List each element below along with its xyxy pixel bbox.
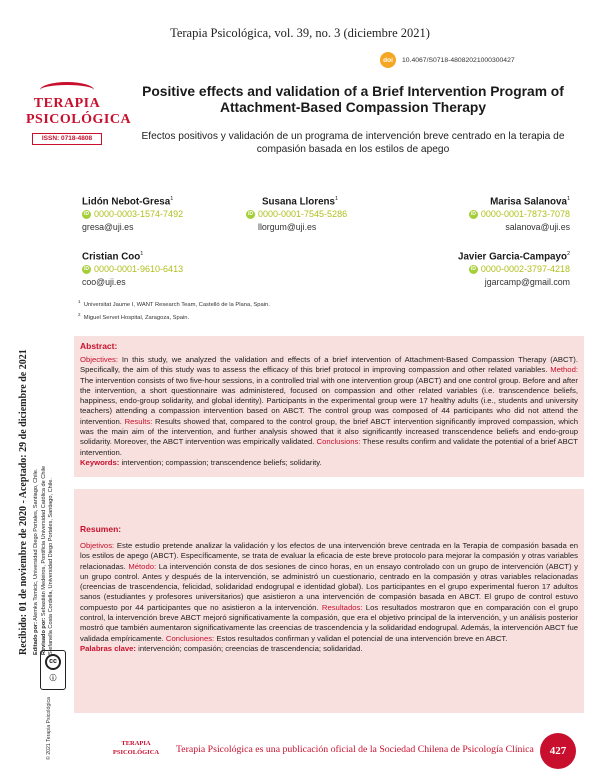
abstract-heading: Abstract: bbox=[80, 341, 118, 351]
label: Resultados: bbox=[321, 602, 363, 612]
author-email[interactable]: salanova@uji.es bbox=[505, 222, 570, 233]
keywords-label: Keywords: bbox=[80, 457, 120, 467]
author-name: Lidón Nebot-Gresa$^1$ bbox=[82, 196, 174, 208]
label: Conclusions: bbox=[316, 437, 361, 447]
label: Método: bbox=[128, 561, 157, 571]
affiliation-2: $^2$ Miguel Servet Hospital, Zaragoza, Spain. bbox=[78, 311, 190, 321]
author-block bbox=[469, 193, 570, 234]
creative-commons-icon[interactable] bbox=[40, 650, 66, 690]
resumen-heading: Resumen: bbox=[80, 524, 122, 534]
journal-logo bbox=[26, 82, 132, 158]
cc-icon: cc bbox=[45, 654, 61, 670]
text: These results confirm and validate the potential of a brief ABCT intervention. bbox=[80, 437, 578, 457]
logo-line2: PSICOLÓGICA bbox=[26, 112, 132, 127]
label: Objectives: bbox=[80, 355, 119, 364]
doi-text[interactable]: 10.4067/S0718-48082021000300427 bbox=[402, 56, 515, 64]
abstract-body bbox=[80, 355, 578, 468]
doi-icon: doi bbox=[380, 52, 396, 68]
author-block bbox=[82, 248, 183, 289]
author-name: Susana Llorens$^1$ bbox=[262, 196, 339, 208]
affiliations bbox=[78, 297, 270, 323]
keywords: intervention; compassion; transcendence beliefs; solidarity. bbox=[121, 457, 322, 467]
page-number: 427 bbox=[540, 733, 576, 769]
author-name: Cristian Coo$^1$ bbox=[82, 251, 144, 263]
orcid-link[interactable]: iD 0000-0001-7873-7078 bbox=[470, 209, 570, 220]
resumen-body bbox=[80, 541, 578, 654]
text: The intervention consists of two five-hour sessions, in a controlled trial with one intervention group (ABCT) and one control group. Before and after the intervention, a short questionnaire was administered, focused on compassion and other related variables (i.e. transcendence beliefs, happiness, endo-group solidarity, and global identity). Participants in the experimental group were 17 healthy adults (i.e., students and university teachers) attending a compassion intervention based on ABCT. The control group was composed of 44 participants who did not attend the intervention. bbox=[80, 375, 578, 426]
author-email[interactable]: gresa@uji.es bbox=[82, 222, 134, 233]
orcid-link[interactable]: iD 0000-0003-1574-7492 bbox=[84, 209, 184, 220]
text: Este estudio pretende analizar la validación y los efectos de una intervención breve centrada en la Terapia de compasión basada en los estilos de apego (ABCT). Específicamente, se trata de evaluar la eficacia de este breve protocolo para mejorar la compasión y otras variables relacionadas. bbox=[80, 541, 578, 571]
orcid-icon: iD bbox=[84, 266, 89, 273]
article-subtitle: Efectos positivos y validación de un programa de intervención breve centrado en la terapia de compasión basada en los estilos de apego bbox=[141, 131, 565, 155]
author-name: Javier Garcia-Campayo$^2$ bbox=[458, 251, 570, 263]
received-accepted-dates: Recibido: 01 de noviembre de 2020 - Aceptado: 29 de diciembre de 2021 bbox=[18, 349, 29, 655]
by-icon: ⓘ bbox=[49, 675, 57, 682]
orcid-icon: iD bbox=[470, 266, 476, 273]
label: Conclusiones: bbox=[165, 633, 215, 643]
label: Method: bbox=[550, 365, 578, 375]
text: In this study, we analyzed the validation and effects of a brief intervention of Attachment-Based Compassion Therapy (ABCT). Specifically, the aim of this study was to assess the efficacy of this brief protocol in improving compassion and other related variables. bbox=[80, 355, 578, 375]
orcid-icon: iD bbox=[470, 211, 476, 218]
orcid-icon: iD bbox=[248, 211, 253, 218]
orcid-icon: iD bbox=[84, 211, 89, 218]
author-block bbox=[246, 193, 347, 234]
keywords: intervención; compasión; creencias de trascendencia; solidaridad. bbox=[138, 643, 363, 653]
author-email[interactable]: jgarcamp@gmail.com bbox=[484, 277, 570, 288]
footer-logo: TERAPIA PSICOLÓGICA bbox=[112, 740, 160, 756]
label: Results: bbox=[124, 416, 153, 426]
editors-note: Editado por: Alemka Tomicic, Universidad Diego Portales, Santiago, Chile. Revisado por: Sebastián Medeiros, Pontificia Universidad Católica de Chile Stefanella Costa Cordella, Universidad Diego Portales, Santiago, Chile. bbox=[33, 465, 55, 655]
text: La intervención consta de dos sesiones de cinco horas, en un ensayo controlado con un grupo de intervención (ABCT) y un grupo control. Antes y después de la intervención, se administró un cuestionario, centrado en la compasión y otras variables relacionadas (creencias de trascendencia, felicidad, solidaridad endogrupal e identidad global). Los participantes en el grupo experimental fueron 17 adultos sanos (estudiantes y profesores universitarios) que asistieron a una intervención de compasión basada en ABCT. El grupo de control estuvo compuesto por 44 participantes que no asistieron a la intervención. bbox=[80, 561, 579, 612]
logo-line1: TERAPIA bbox=[33, 96, 101, 111]
label: Objetivos: bbox=[80, 541, 115, 550]
journal-header: Terapia Psicológica, vol. 39, no. 3 (diciembre 2021) bbox=[170, 26, 430, 40]
orcid-link[interactable]: iD 0000-0001-7545-5286 bbox=[248, 209, 348, 220]
footer-text: Terapia Psicológica es una publicación oficial de la Sociedad Chilena de Psicología Clínica bbox=[176, 744, 534, 755]
orcid-link[interactable]: iD 0000-0002-3797-4218 bbox=[470, 264, 570, 275]
author-block bbox=[458, 248, 570, 289]
article-title: Positive effects and validation of a Brief Intervention Program of Attachment-Based Compassion Therapy bbox=[142, 84, 564, 115]
author-email[interactable]: coo@uji.es bbox=[82, 277, 126, 288]
text: Results showed that, compared to the control group, the brief ABCT intervention significantly improved compassion, which was the main aim of the intervention, and further analysis showed that it also significantly increased transcendence beliefs and endo-group solidarity. Moreover, the ABCT intervention was empirically validated. bbox=[80, 416, 578, 447]
copyright: © 2021 Terapia Psicológica bbox=[46, 697, 52, 760]
author-name: Marisa Salanova$^1$ bbox=[490, 196, 570, 208]
author-email[interactable]: llorgum@uji.es bbox=[258, 222, 317, 233]
text: Estos resultados confirman y validan el potencial de una intervención breve en ABCT. bbox=[216, 633, 508, 643]
affiliation-1: $^1$ Universitat Jaume I, WANT Research Team, Castelló de la Plana, Spain. bbox=[78, 299, 270, 308]
doi-row[interactable] bbox=[380, 52, 515, 68]
orcid-link[interactable]: iD 0000-0001-9610-6413 bbox=[84, 264, 184, 275]
logo-issn: ISSN: 0718-4808 bbox=[32, 133, 102, 145]
author-block bbox=[82, 193, 183, 234]
keywords-label: Palabras clave: bbox=[80, 643, 136, 653]
text: Los resultados mostraron que en comparación con el grupo control, la intervención breve ABCT mejoró significativamente la compasión, que era el objetivo principal de la intervención, y un análisis posterior mostró que también aumentaron significativamente las creencias de trascendencia y la solidaridad endogrupal. Además, la intervención ABCT fue validada empíricamente. bbox=[80, 602, 579, 643]
